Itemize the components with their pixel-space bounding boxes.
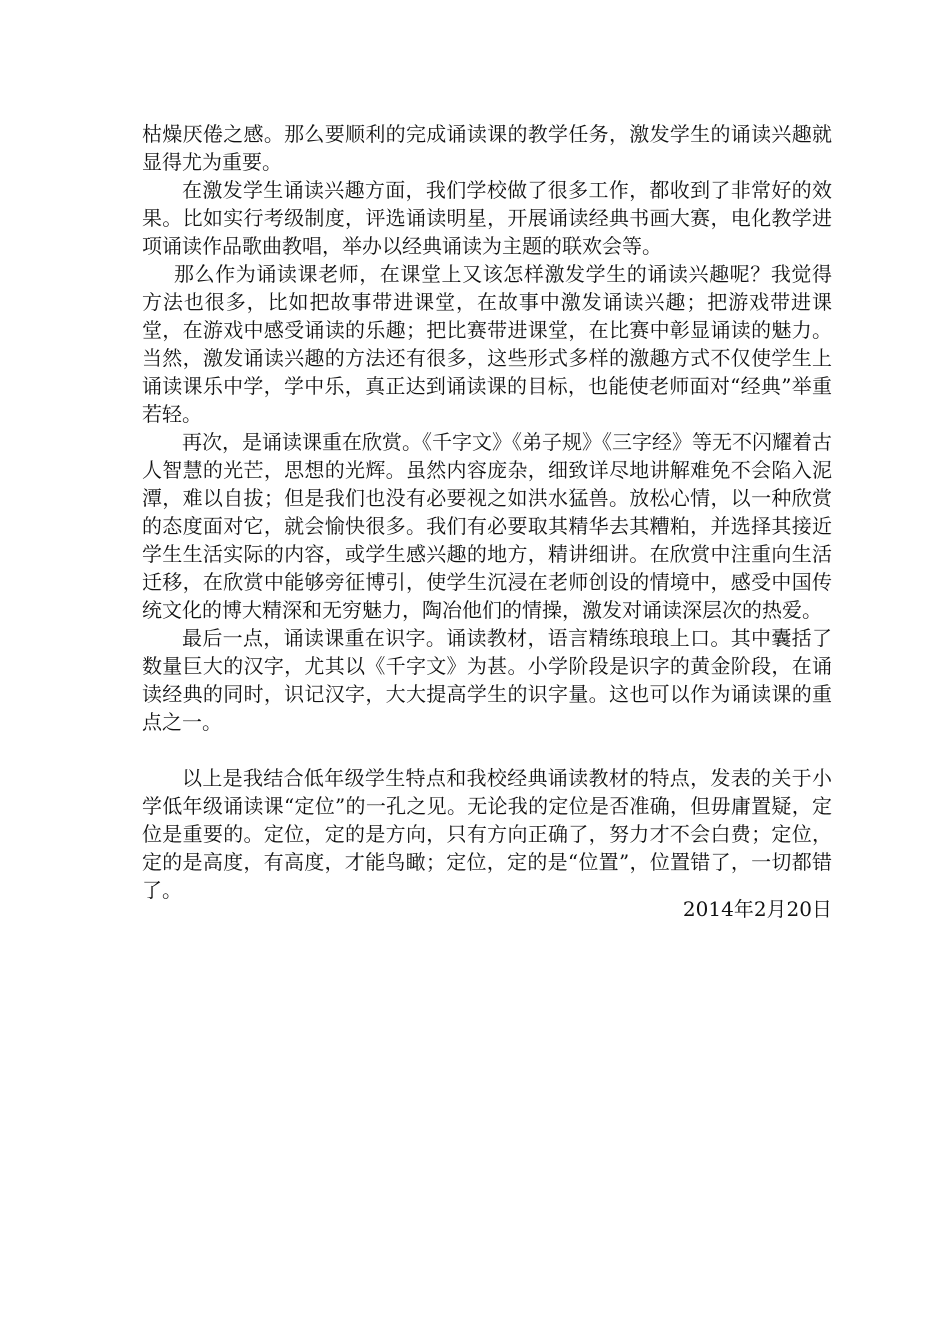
paragraph-interest-methods: 那么作为诵读课老师，在课堂上又该怎样激发学生的诵读兴趣呢？我觉得方法也很多，比如把故事带进课堂，在故事中激发诵读兴趣；把游戏带进课堂，在游戏中感受诵读的乐趣；把比赛带进课堂，在比赛中彰显诵读的魅力。当然，激发诵读兴趣的方法还有很多，这些形式多样的激趣方式不仅使学生上诵读课乐中学，学中乐，真正达到诵读课的目标，也能使老师面对“经典”举重若轻。 xyxy=(142,262,832,426)
document-date: 2014年2月20日 xyxy=(682,897,832,921)
paragraph-continuation: 枯燥厌倦之感。那么要顺利的完成诵读课的教学任务，激发学生的诵读兴趣就显得尤为重要。 xyxy=(142,122,832,174)
paragraph-spacer xyxy=(142,736,832,764)
paragraph-literacy: 最后一点，诵读课重在识字。诵读教材，语言精练琅琅上口。其中囊括了数量巨大的汉字，尤其以《千字文》为甚。小学阶段是识字的黄金阶段，在诵读经典的同时，识记汉字，大大提高学生的识字量。这也可以作为诵读课的重点之一。 xyxy=(142,626,832,734)
paragraph-conclusion: 以上是我结合低年级学生特点和我校经典诵读教材的特点，发表的关于小学低年级诵读课“定位”的一孔之见。无论我的定位是否准确，但毋庸置疑，定位是重要的。定位，定的是方向，只有方向正确了，努力才不会白费；定位，定的是高度，有高度，才能鸟瞰；定位，定的是“位置”，位置错了，一切都错了。 xyxy=(142,766,832,902)
paragraph-appreciation: 再次，是诵读课重在欣赏。《千字文》《弟子规》《三字经》等无不闪耀着古人智慧的光芒，思想的光辉。虽然内容庞杂，细致详尽地讲解难免不会陷入泥潭，难以自拔；但是我们也没有必要视之如洪水猛兽。放松心情，以一种欣赏的态度面对它，就会愉快很多。我们有必要取其精华去其糟粕，并选择其接近学生生活实际的内容，或学生感兴趣的地方，精讲细讲。在欣赏中注重向生活迁移，在欣赏中能够旁征博引，使学生沉浸在老师创设的情境中，感受中国传统文化的博大精深和无穷魅力，陶冶他们的情操，激发对诵读深层次的热爱。 xyxy=(142,430,832,622)
paragraph-interest-school-work: 在激发学生诵读兴趣方面，我们学校做了很多工作，都收到了非常好的效果。比如实行考级制度，评选诵读明星，开展诵读经典书画大赛，电化教学进项诵读作品歌曲教唱，举办以经典诵读为主题的联欢会等。 xyxy=(142,178,832,258)
document-body xyxy=(142,120,832,904)
